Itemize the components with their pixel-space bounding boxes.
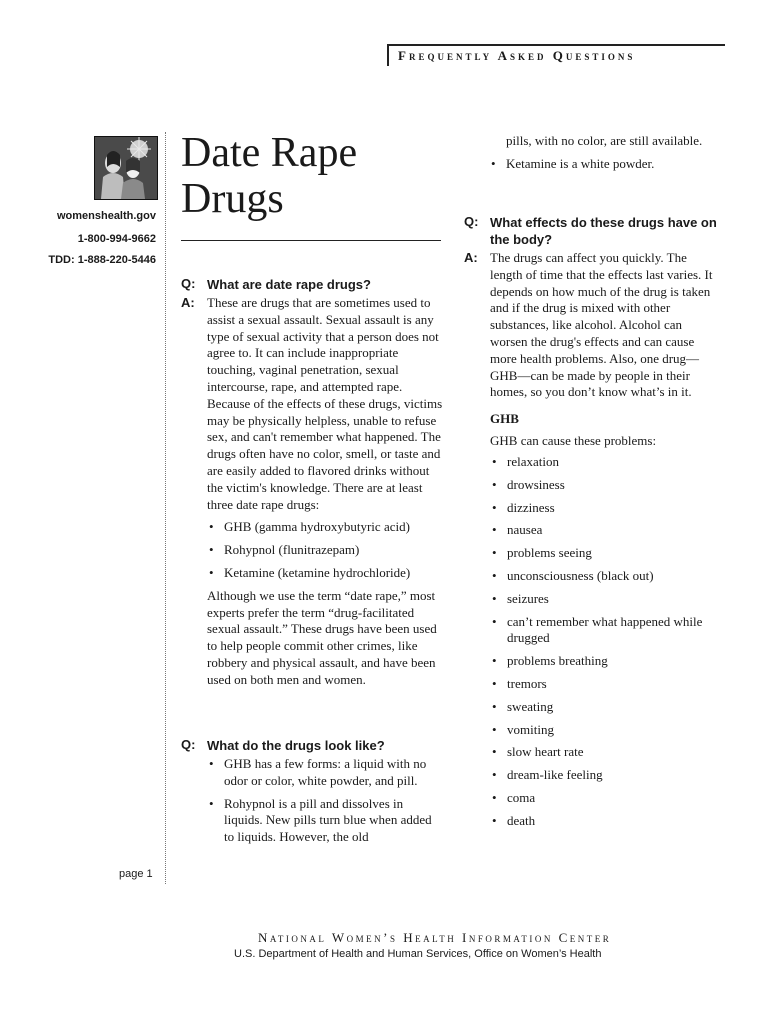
list-item: • problems seeing: [490, 545, 718, 562]
list-item-continuation: pills, with no color, are still available.: [506, 133, 703, 148]
list-item: • drowsiness: [490, 477, 718, 494]
sidebar-tdd: TDD: 1-888-220-5446: [48, 254, 156, 266]
list-item: • Ketamine (ketamine hydrochloride): [207, 565, 443, 582]
date-rape-drug-list: [207, 519, 443, 581]
answer-text: The drugs can affect you quickly. The length of time that the effects last varies. It depends on how much of the drug is taken and if the drug is mixed with other substances, like alcohol. Alcohol can worsen the drug's effects and can cause more health problems. Also, one drug—GHB—can be made by people in their homes, so you don’t know what’s in it.: [490, 250, 713, 400]
list-item: • coma: [490, 790, 718, 807]
answer-label: A:: [181, 295, 195, 310]
title-line-2: Drugs: [181, 176, 284, 222]
list-item: • death: [490, 813, 718, 830]
list-item: • seizures: [490, 591, 718, 608]
list-item: • Rohypnol is a pill and dissolves in liquids. New pills turn blue when added to liquids. However, the old: [207, 796, 443, 846]
answer-text: These are drugs that are sometimes used to assist a sexual assault. Sexual assault is any type of sexual activity that a person does not agree to. It can include inappropriate touching, vaginal penetration, sexual intercourse, rape, and attempted rape. Because of the effects of these drugs, victims may be physically helpless, unable to refuse sex, and can't remember what happened. The drugs often have no color, smell, or taste and are easily added to flavored drinks without the victim's knowledge. There are at least three date rape drugs:: [207, 295, 443, 512]
question-text: What do the drugs look like?: [207, 738, 385, 753]
ghb-intro: GHB can cause these problems:: [490, 433, 657, 449]
list-item: • dizziness: [490, 500, 718, 517]
qa-what-are-date-rape-drugs: [181, 276, 443, 689]
list-item: • dream-like feeling: [490, 767, 718, 784]
qa-what-do-drugs-look-like: [181, 737, 443, 852]
title-line-1: Date Rape: [181, 130, 358, 176]
sidebar-phone: 1-800-994-9662: [77, 233, 156, 245]
ghb-heading: GHB: [490, 411, 519, 427]
list-item: • sweating: [490, 699, 718, 716]
drug-appearance-list-continued: [489, 133, 717, 173]
list-item: • relaxation: [490, 454, 718, 471]
header-rule-vertical: [387, 44, 389, 66]
drug-appearance-list: [207, 756, 443, 846]
header-title: Frequently Asked Questions: [398, 48, 636, 63]
list-item: • slow heart rate: [490, 744, 718, 761]
womens-health-logo: [94, 136, 158, 200]
list-item: • Rohypnol (flunitrazepam): [207, 542, 443, 559]
list-item: • GHB has a few forms: a liquid with no odor or color, white powder, and pill.: [207, 756, 443, 790]
list-item: • unconsciousness (black out): [490, 568, 718, 585]
page-number: page 1: [119, 868, 153, 880]
list-item: • GHB (gamma hydroxybutyric acid): [207, 519, 443, 536]
question-label: Q:: [181, 737, 196, 752]
footer-department: U.S. Department of Health and Human Services, Office on Women’s Health: [234, 948, 602, 960]
column-divider: [165, 132, 166, 884]
question-text: What are date rape drugs?: [207, 277, 371, 292]
question-label: Q:: [464, 214, 479, 229]
list-item: • can’t remember what happened while drugged: [490, 614, 718, 648]
page-title: [181, 130, 441, 222]
question-text: What effects do these drugs have on the body?: [490, 215, 717, 247]
list-item: • vomiting: [490, 722, 718, 739]
ghb-effects-list: [490, 454, 718, 830]
list-item: • tremors: [490, 676, 718, 693]
title-rule: [181, 240, 441, 241]
question-label: Q:: [181, 276, 196, 291]
sidebar-website[interactable]: womenshealth.gov: [56, 210, 156, 222]
qa-drugs-look-like-continued: [489, 133, 717, 179]
list-item: • problems breathing: [490, 653, 718, 670]
header-rule-horizontal: [387, 44, 725, 46]
list-item: • Ketamine is a white powder.: [489, 156, 717, 173]
answer-label: A:: [464, 250, 478, 265]
answer-text-2: Although we use the term “date rape,” most experts prefer the term “drug-facilitated sexual assault.” These drugs have been used to help people commit other crimes, like robbery and physical assault, and have been used on both men and women.: [207, 587, 437, 687]
list-item: • nausea: [490, 522, 718, 539]
footer-organization: National Women’s Health Information Center: [258, 930, 612, 945]
qa-effects-on-body: [464, 214, 718, 836]
